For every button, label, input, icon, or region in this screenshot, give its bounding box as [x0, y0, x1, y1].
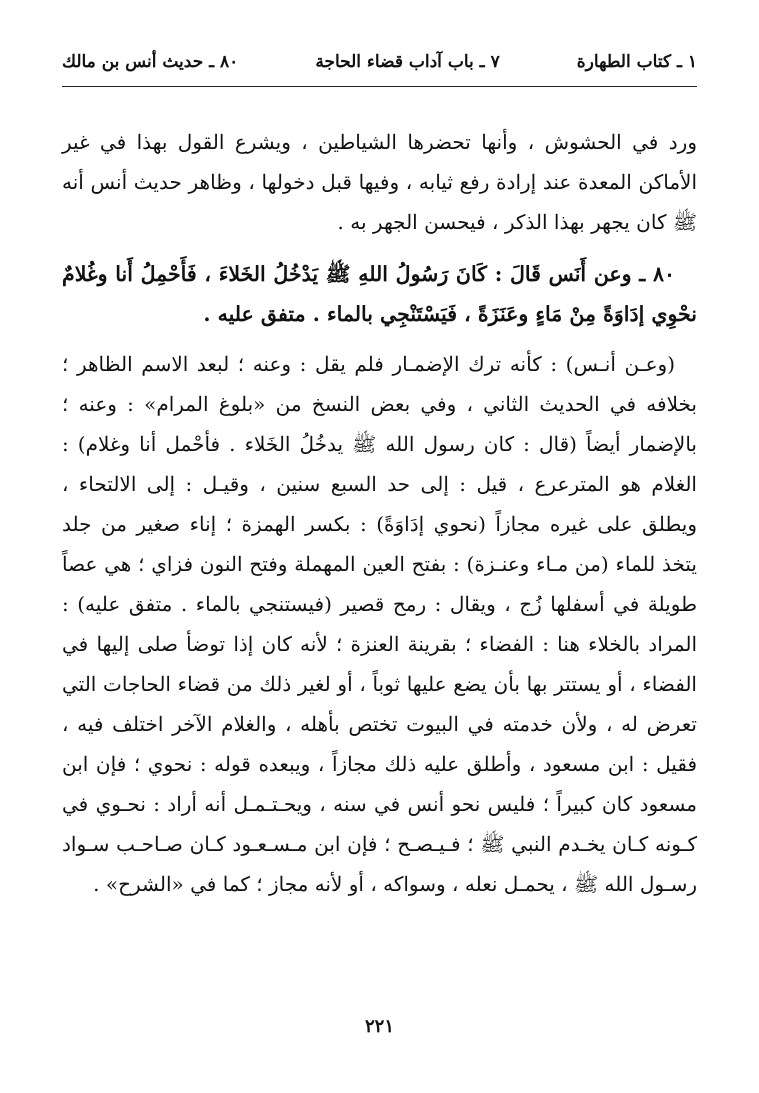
page-number: ٢٢١ [364, 1016, 394, 1037]
header-hadith-title: ٨٠ ـ حديث أنس بن مالك [62, 52, 239, 72]
page-body [62, 122, 697, 904]
running-header [62, 44, 697, 80]
header-divider [62, 86, 697, 87]
header-book-title: ١ ـ كتاب الطهارة [576, 52, 697, 72]
commentary-paragraph: (وعـن أنـس) : كأنه ترك الإضمـار فلم يقل : وعنه ؛ لبعد الاسم الظاهر ؛ بخلافه في الحديث الثاني ، وفي بعض النسخ من «بلوغ المرام» : وعنه ؛ بالإضمار أيضاً (قال : كان رسول الله ﷺ يدخُلُ الخَلاء . فأحْمل أنا وغلام) : الغلام هو المترعرع ، قيل : إلى حد السبع سنين ، وقيـل : إلى الالتحاء ، ويطلق على غيره مجازاً (نحوي إدَاوَةً) : بكسر الهمزة ؛ إناء صغير من جلد يتخذ للماء (من مـاء وعنـزة) : بفتح العين المهملة وفتح النون فزاي ؛ هي عصاً طويلة في أسفلها زُج ، ويقال : رمح قصير (فيستنجي بالماء . متفق عليه) : المراد بالخلاء هنا : الفضاء ؛ بقرينة العنزة ؛ لأنه كان إذا توضأ صلى إليها في الفضاء ، أو يستتر بها بأن يضع عليها ثوباً ، أو لغير ذلك من قضاء الحاجات التي تعرض له ، ولأن خدمته في البيوت تختص بأهله ، والغلام الآخر اختلف فيه ، فقيل : ابن مسعود ، وأطلق عليه ذلك مجازاً ، ويبعده قوله : نحوي ؛ فإن ابن مسعود كان كبيراً ؛ فليس نحو أنس في سنه ، ويحـتـمـل أنه أراد : نحـوي في كـونه كـان يخـدم النبي ﷺ ؛ فـيـصـح ؛ فإن ابن مـسـعـود كـان صـاحـب سـواد رسـول الله ﷺ ، يحمـل نعله ، وسواكه ، أو لأنه مجاز ؛ كما في «الشرح» . [62, 352, 697, 896]
header-chapter-title: ٧ ـ باب آداب قضاء الحاجة [315, 52, 500, 72]
intro-paragraph: ورد في الحشوش ، وأنها تحضرها الشياطين ، ويشرع القول بهذا في غير الأماكن المعدة عند إرادة رفع ثيابه ، وفيها قبل دخولها ، وظاهر حديث أنس أنه ﷺ كان يجهر بهذا الذكر ، فيحسن الجهر به . [62, 130, 697, 234]
hadith-paragraph: ٨٠ ـ وعن أَنَس قَالَ : كَانَ رَسُولُ اللهِ ﷺ يَدْخُلُ الخَلاءَ ، فَأَحْمِلُ أَنا وغُلامٌ نحْوِي إدَاوَةً مِنْ مَاءٍ وعَنَزَةً ، فَيَسْتَنْجِي بالماء . متفق عليه . [62, 262, 697, 326]
